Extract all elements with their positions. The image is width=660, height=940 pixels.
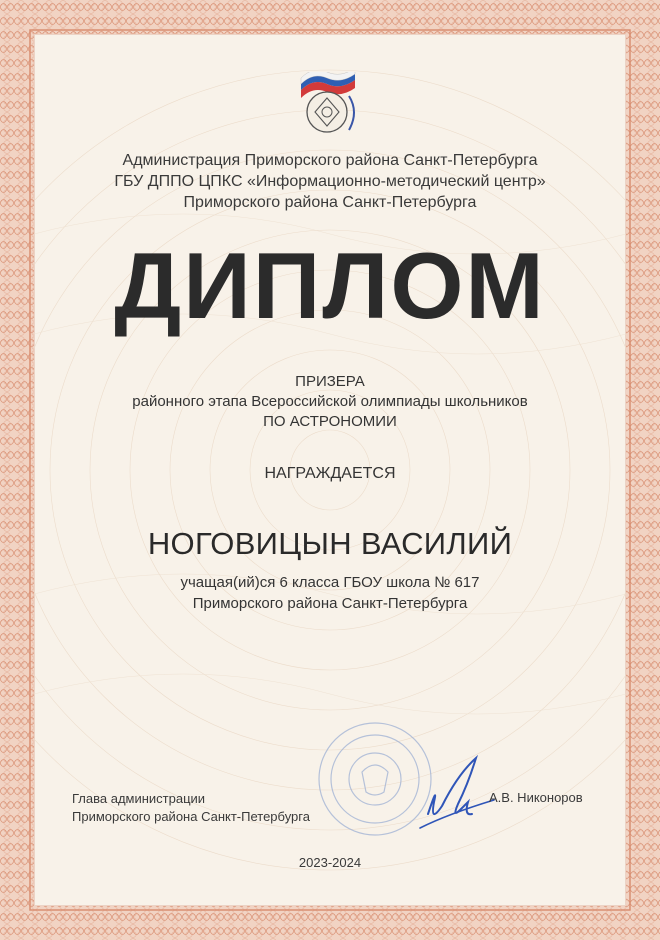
issuer-line-1: Администрация Приморского района Санкт-Петербурга [122, 152, 538, 169]
issuer-line-3: Приморского района Санкт-Петербурга [183, 194, 477, 211]
award-line-1: ПРИЗЕРА [295, 373, 365, 390]
olympiad-emblem-icon [293, 72, 363, 136]
academic-year: 2023-2024 [298, 855, 362, 870]
award-description [0, 372, 660, 432]
signatory-title-line-2: Приморского района Санкт-Петербурга [72, 809, 310, 824]
recipient-line-1: учащая(ий)ся 6 класса ГБОУ школа № 617 [180, 574, 480, 591]
recipient-details [0, 572, 660, 614]
signatory-title [72, 790, 310, 826]
signatory-title-line-1: Глава администрации [72, 791, 206, 806]
recipient-name: НОГОВИЦЫН ВАСИЛИЙ [147, 526, 513, 561]
signatory-name: А.В. Никоноров [489, 790, 583, 805]
diploma-title: ДИПЛОМ [114, 233, 546, 338]
award-line-3: ПО АСТРОНОМИИ [263, 413, 397, 430]
recipient-line-2: Приморского района Санкт-Петербурга [192, 595, 468, 612]
issuer-header [0, 150, 660, 213]
issuer-line-2: ГБУ ДППО ЦПКС «Информационно-методический центр» [114, 173, 546, 190]
award-line-2: районного этапа Всероссийской олимпиады школьников [132, 393, 528, 410]
awarded-label: НАГРАЖДАЕТСЯ [264, 465, 396, 482]
